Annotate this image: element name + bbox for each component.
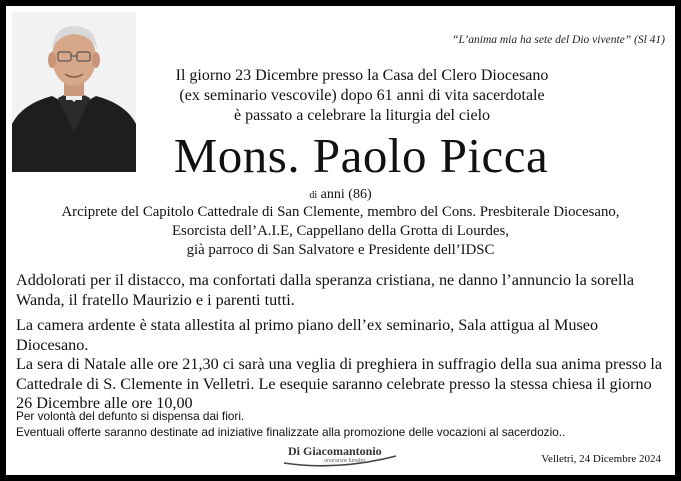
body-paragraph: Addolorati per il distacco, ma confortati dalla speranza cristiana, ne danno l’annuncio la sorella Wanda, il fratello Maurizio e i parenti tutti.: [16, 271, 635, 309]
portrait-image: [12, 12, 136, 172]
title-line: già parroco di San Salvatore e Presidente dell’IDSC: [186, 242, 495, 258]
deceased-name: Mons. Paolo Picca: [173, 128, 549, 183]
scripture-quote: “L’anima mia ha sete del Dio vivente” (Sl 41): [452, 34, 665, 46]
title-line: Arciprete del Capitolo Cattedrale di San Clemente, membro del Cons. Presbiterale Diocesano,: [61, 204, 620, 220]
note-line: Per volontà del defunto si dispensa dai fiori.: [16, 409, 245, 423]
logo-brand: Di Giacomantonio: [288, 444, 382, 458]
announcement-intro: [152, 66, 572, 126]
note-line: Eventuali offerte saranno destinate ad iniziative finalizzate alla promozione delle vocazioni al sacerdozio..: [16, 425, 566, 439]
obituary-page: [6, 6, 675, 475]
logo-tagline: onoranze funebri: [324, 458, 366, 464]
intro-line: è passato a celebrare la liturgia del cielo: [233, 107, 491, 124]
portrait-photo: [12, 12, 136, 172]
place-date: Velletri, 24 Dicembre 2024: [541, 453, 661, 465]
age-value: anni (86): [320, 187, 372, 202]
age-prefix: di: [309, 190, 318, 201]
funeral-home-logo: [278, 443, 408, 469]
body-paragraph: La camera ardente è stata allestita al primo piano dell’ex seminario, Sala attigua al Museo Diocesano.: [16, 316, 599, 354]
titles-block: [6, 203, 675, 260]
intro-line: Il giorno 23 Dicembre presso la Casa del Clero Diocesano: [175, 67, 549, 84]
body-paragraph: La sera di Natale alle ore 21,30 ci sarà una veglia di preghiera in suffragio della sua anima presso la Cattedrale di S. Clemente in Velletri. Le esequie saranno celebrate presso la stessa chiesa il giorno 26 Dicembre alle ore 10,00: [16, 355, 663, 412]
title-line: Esorcista dell’A.I.E, Cappellano della Grotta di Lourdes,: [172, 223, 509, 239]
notes-block: [16, 408, 666, 440]
intro-line: (ex seminario vescovile) dopo 61 anni di vita sacerdotale: [179, 87, 545, 104]
announcement-body: [16, 271, 666, 420]
